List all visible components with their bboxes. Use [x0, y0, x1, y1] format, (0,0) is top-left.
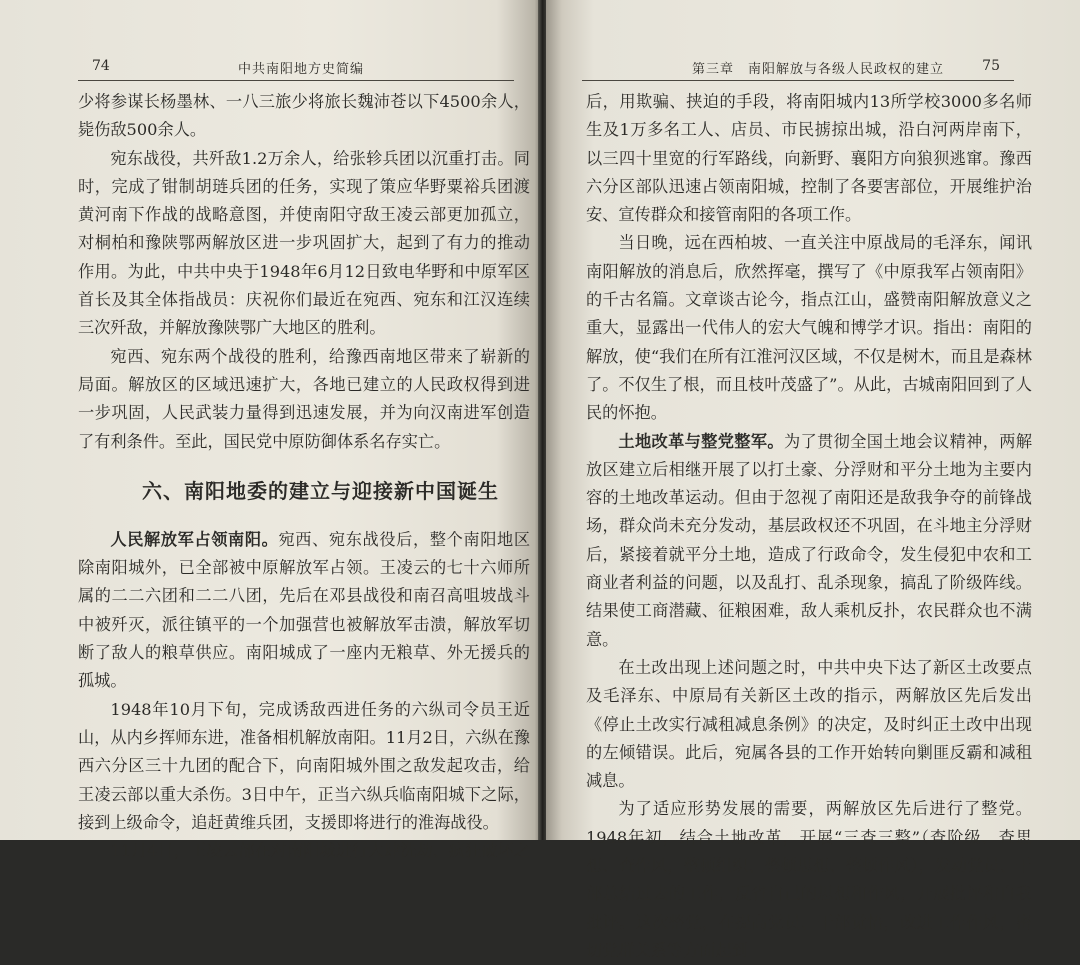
left-page [0, 0, 540, 861]
left-paragraph-2: 宛东战役，共歼敌1.2万余人，给张轸兵团以沉重打击。同时，完成了钳制胡琏兵团的任务，实现了策应华野粟裕兵团渡黄河南下作战的战略意图，并使南阳守敌王凌云部更加孤立，对桐柏和豫陕鄂两解放区进一步巩固扩大，起到了有力的推动作用。为此，中共中央于1948年6月12日致电华野和中原军区首长及其全体指战员：庆祝你们最近在宛西、宛东和江汉连续三次歼敌，并解放豫陕鄂广大地区的胜利。 [78, 148, 530, 338]
right-paragraph-5: 为了适应形势发展的需要，两解放区先后进行了整党。1948年初，结合土地改革，开展“三查三整”（查阶级、查思想、查作风，整顿组织、整顿思想、整顿作风），发动党员、干部总结过去的工作，反省自己的思想和作风，开展批评和自我批评。这次整党，在提高党员、干部觉悟，改进工作作风，密切党群关系等方面起到 [586, 799, 1032, 960]
left-paragraph-5: 1948年10月下旬，完成诱敌西进任务的六纵司令员王近山，从内乡挥师东进，准备相机解放南阳。11月2日，六纵在豫西六分区三十九团的配合下，向南阳城外围之敌发起攻击，给王凌云部以重大杀伤。3日中午，正当六纵兵临南阳城下之际，接到上级命令，追赶黄维兵团，支援即将进行的淮海战役。 [78, 699, 530, 832]
left-paragraph-4-lead: 人民解放军占领南阳。 [110, 529, 279, 549]
left-paragraph-6: 11月4日，王凌云部在对南阳城进行大肆洗劫、疯狂破坏之 [110, 841, 530, 861]
right-paragraph-3-text: 为了贯彻全国土地会议精神，两解放区建立后相继开展了以打土豪、分浮财和平分土地为主要内容的土地改革运动。但由于忽视了南阳还是敌我争夺的前锋战场，群众尚未充分发动，基层政权还不巩固，在斗地主分浮财后，紧接着就平分土地，造成了行政命令，发生侵犯中农和工商业者利益的问题，以及乱打、乱杀现象，搞乱了阶级阵线。结果使工商潜藏、征粮困难，敌人乘机反扑，农民群众也不满意。 [586, 431, 1033, 649]
right-paragraph-2: 当日晚，远在西柏坡、一直关注中原战局的毛泽东，闻讯南阳解放的消息后，欣然挥毫，撰写了《中原我军占领南阳》的千古名篇。文章谈古论今，指点江山，盛赞南阳解放意义之重大，显露出一代伟人的宏大气魄和博学才识。指出：南阳的解放，使“我们在所有江淮河汉区域，不仅是树木，而且是森林了。不仅生了根，而且枝叶茂盛了”。从此，古城南阳回到了人民的怀抱。 [586, 233, 1032, 423]
left-paragraph-4 [78, 526, 530, 696]
right-paragraph-4: 在土改出现上述问题之时，中共中央下达了新区土改要点及毛泽东、中原局有关新区土改的指示，两解放区先后发出《停止土改实行减租减息条例》的决定，及时纠正土改中出现的左倾错误。此后，宛属各县的工作开始转向剿匪反霸和减租减息。 [586, 657, 1032, 791]
right-page-body [586, 88, 1032, 965]
left-paragraph-1: 少将参谋长杨墨林、一八三旅少将旅长魏沛苍以下4500余人，毙伤敌500余人。 [78, 92, 530, 140]
section-heading: 六、南阳地委的建立与迎接新中国诞生 [142, 478, 499, 503]
right-running-header [582, 54, 1014, 81]
left-paragraph-3: 宛西、宛东两个战役的胜利，给豫西南地区带来了崭新的局面。解放区的区域迅速扩大，各地已建立的人民政权得到进一步巩固，人民武装力量得到迅速发展，并为向汉南进军创造了有利条件。至此，国民党中原防御体系名存实亡。 [78, 346, 530, 451]
right-paragraph-1: 后，用欺骗、挟迫的手段，将南阳城内13所学校3000多名师生及1万多名工人、店员、市民掳掠出城，沿白河两岸南下，以三四十里宽的行军路线，向新野、襄阳方向狼狈逃窜。豫西六分区部队迅速占领南阳城，控制了各要害部位，开展维护治安、宣传群众和接管南阳的各项工作。 [586, 92, 1032, 225]
left-running-header [78, 54, 514, 81]
right-page-number: 75 [982, 58, 1000, 74]
left-page-number: 74 [92, 58, 110, 74]
right-paragraph-3-lead: 土地改革与整党整军。 [618, 431, 784, 451]
left-header-title: 中共南阳地方史简编 [238, 62, 365, 77]
left-paragraph-4-text: 宛西、宛东战役后，整个南阳地区除南阳城外，已全部被中原解放军占领。王凌云的七十六师所属的二二六团和二二八团，先后在邓县战役和南召高咀坡战斗中被歼灭，派往镇平的一个加强营也被解放军击溃，解放军切断了敌人的粮草供应。南阳城成了一座内无粮草、外无援兵的孤城。 [78, 529, 531, 691]
right-page [546, 0, 1080, 960]
right-paragraph-3 [586, 428, 1032, 654]
left-page-body [78, 88, 530, 865]
right-header-title: 第三章 南阳解放与各级人民政权的建立 [692, 62, 945, 77]
